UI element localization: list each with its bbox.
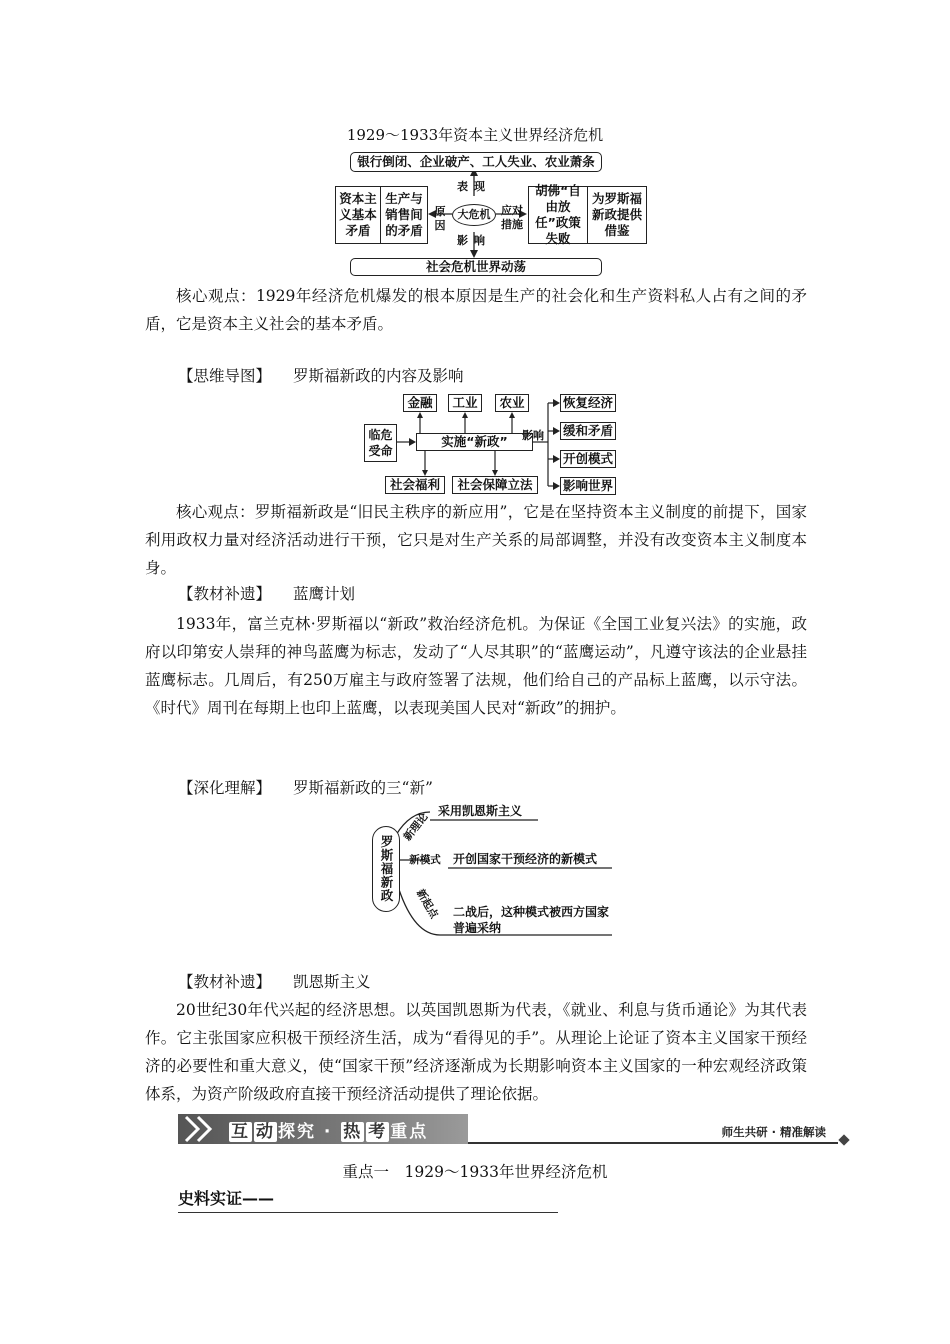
diagram2-impact-box: 影响世界 xyxy=(560,477,616,495)
diagram2-start-box: 临危受命 xyxy=(364,424,397,462)
diagram3-branch-text: 二战后，这种模式被西方国家普遍采纳 xyxy=(453,905,610,935)
section-title: 蓝鹰计划 xyxy=(293,585,356,603)
diagram1-left-box1: 资本主义基本矛盾 xyxy=(335,186,381,244)
diagram2-impact-label: 影响 xyxy=(522,429,544,442)
diagram3-branch-label: 新模式 xyxy=(409,854,441,866)
section-title: 罗斯福新政的三“新” xyxy=(293,779,433,797)
section-keynes-heading xyxy=(178,970,371,992)
section-tag: 【深化理解】 xyxy=(178,779,272,797)
banner-title-char: 考 xyxy=(368,1122,388,1142)
diagram2-impact-box: 开创模式 xyxy=(560,450,616,468)
section-tag: 【教材补遗】 xyxy=(178,585,272,603)
diagram1-right-box1: 胡佛“自由放任”政策失败 xyxy=(528,186,588,244)
diagram3-root xyxy=(372,826,400,912)
banner-title-char: 热 xyxy=(343,1122,363,1142)
diagram3-branch-text: 开创国家干预经济的新模式 xyxy=(453,852,598,866)
diagram2-bottom-box: 社会保障立法 xyxy=(452,476,538,494)
diagram3-root-label: 罗斯福新政 xyxy=(379,835,394,903)
diagram2-top-box: 金融 xyxy=(403,394,437,412)
core-view-2: 核心观点：罗斯福新政是“旧民主秩序的新应用”，它是在坚持资本主义制度的前提下，国家利用政权力量对经济活动进行干预，它只是对生产关系的局部调整，并没有改变资本主义制度本身。 xyxy=(145,503,807,577)
diagram3-branch-text: 采用凯恩斯主义 xyxy=(438,804,523,818)
diagram3-branch-label: 新理论 xyxy=(401,810,431,844)
section-title: 罗斯福新政的内容及影响 xyxy=(293,367,464,385)
diagram2-impact-box: 恢复经济 xyxy=(560,394,616,412)
diagram1-center-ellipse: 大危机 xyxy=(452,204,496,226)
double-chevron-icon xyxy=(178,1114,226,1144)
section-eagle-heading xyxy=(178,582,355,604)
diagram1-title: 1929～1933年资本主义世界经济危机 xyxy=(346,126,604,144)
diagram2-top-box: 农业 xyxy=(495,394,529,412)
diagram1-label-measure: 应对措施 xyxy=(501,204,523,231)
eagle-paragraph: 1933年，富兰克林·罗斯福以“新政”救治经济危机。为保证《全国工业复兴法》的实施，政府以印第安人崇拜的神鸟蓝鹰为标志，发动了“人尽其职”的“蓝鹰运动”，凡遵守该法的企业悬挂蓝鹰标志。几周后，有250万雇主与政府签署了法规，他们给自己的产品标上蓝鹰，以示守法。《时代》周刊在每期上也印上蓝鹰，以表现美国人民对“新政”的拥护。 xyxy=(145,615,807,717)
diagram1-label-show: 表现 xyxy=(457,180,491,193)
banner-title-text: 探究 · xyxy=(278,1122,341,1142)
diamond-icon xyxy=(838,1134,849,1145)
banner-title-char: 互 xyxy=(231,1122,250,1142)
banner-subtitle: 师生共研 · 精准解读 xyxy=(721,1125,826,1139)
section-mindmap-heading xyxy=(178,364,464,386)
diagram1-right-box2: 为罗斯福新政提供借鉴 xyxy=(587,186,647,244)
keynes-paragraph: 20世纪30年代兴起的经济思想。以英国凯恩斯为代表，《就业、利息与货币通论》为其代表作。它主张国家应积极干预经济生活，成为“看得见的手”。从理论上论证了资本主义国家干预经济的必要性和重大意义，使“国家干预”经济逐渐成为长期影响资本主义国家的一种宏观经济政策体系，为资产阶级政府直接干预经济活动提供了理论依据。 xyxy=(145,1001,807,1103)
diagram1-label-cause: 原因 xyxy=(434,205,446,232)
diagram2-center-box: 实施“新政” xyxy=(416,433,533,451)
diagram2-top-box: 工业 xyxy=(448,394,482,412)
section-banner xyxy=(178,1112,848,1148)
diagram3-branch-label: 新起点 xyxy=(413,887,441,921)
banner-background xyxy=(178,1114,468,1144)
banner-title xyxy=(228,1117,428,1142)
section-title: 凯恩斯主义 xyxy=(293,973,371,991)
evidence-label: 史料实证—— xyxy=(178,1189,275,1208)
keypoint-heading: 重点一 1929～1933年世界经济危机 xyxy=(342,1163,608,1181)
diagram2-bottom-box: 社会福利 xyxy=(385,476,445,494)
banner-title-char: 动 xyxy=(256,1122,275,1142)
banner-title-text: 重点 xyxy=(390,1122,429,1142)
section-deep-heading xyxy=(178,776,433,798)
diagram1-label-effect: 影响 xyxy=(457,234,491,247)
diagram1-bottom-box: 社会危机世界动荡 xyxy=(350,258,602,276)
diagram1-left-box2: 生产与销售间的矛盾 xyxy=(380,186,428,244)
section-tag: 【思维导图】 xyxy=(178,367,272,385)
banner-rule xyxy=(468,1142,838,1144)
diagram2-impact-box: 缓和矛盾 xyxy=(560,422,616,440)
diagram1-top-box: 银行倒闭、企业破产、工人失业、农业萧条 xyxy=(350,152,602,172)
evidence-heading xyxy=(178,1186,558,1213)
section-tag: 【教材补遗】 xyxy=(178,973,272,991)
core-view-1: 核心观点：1929年经济危机爆发的根本原因是生产的社会化和生产资料私人占有之间的矛盾，它是资本主义社会的基本矛盾。 xyxy=(145,287,807,333)
